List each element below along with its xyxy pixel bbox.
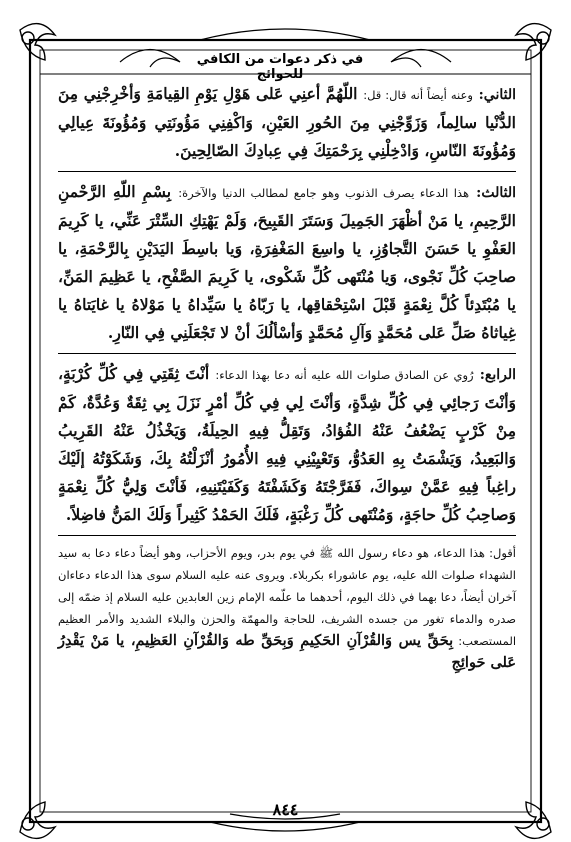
main-text [58,80,516,674]
paragraph-fourth [58,360,516,529]
supplication-text: أنْتَ ثِقَتِي فِي كُلِّ كُرْبَةٍ، وَأنْتَ رَجائِي فِي كُلِّ شِدَّةٍ، وَأنْتَ لِي فِي كُلِّ أمْرٍ نَزَلَ بِي ثِقَةٌ وَعُدَّةٌ، كَمْ مِنْ كَرْبٍ يَضْعُفُ عَنْهُ الفُؤادُ، وَتَقِلُّ فِيهِ الحِيلَةُ، وَيَخْذُلُ عَنْهُ القَرِيبُ وَالبَعِيدُ، وَيَشْمَتُ بِهِ العَدُوُّ، وَتَعْيِيْنِي فِيهِ الأُمُورُ أنْزَلْتُهُ بِكَ، وَشَكَوْتُهُ إلَيْكَ راغِباً فِيهِ عَمَّنْ سِواكَ، فَفَرَّجْتَهُ وَكَشَفْتَهُ وَكَفَيْتَنِيهِ، فَأنْتَ وَلِيُّ كُلِّ نِعْمَةٍ وَصاحِبُ كُلِّ حاجَةٍ، وَمُنْتَهى كُلِّ رَغْبَةٍ، فَلَكَ الحَمْدُ كَثِيراً وَلَكَ المَنُّ فاضِلاً. [58,364,516,524]
paragraph-lead: الثاني: [478,87,517,103]
paragraph-note: رُوي عن الصادق صلوات الله عليه أنه دعا بهذا الدعاء: [215,368,474,382]
commentary-supplication: بِحَقِّ يس وَالقُرْآنِ الحَكِيمِ وَبِحَقِّ طه وَالقُرْآنِ العَظِيمِ، يا مَنْ يَقْدِرُ عَلى حَوائِجِ [58,632,516,671]
divider [58,353,516,354]
paragraph-lead: الرابع: [479,367,517,383]
supplication-text: اللّهُمَّ أعنِي عَلى هَوْلِ يَوْمِ القِيامَةِ وَأخْرِجْنِي مِنَ الدُّنْيا سالِماً، وَزَوِّجْنِي مِنَ الحُورِ العَيْنِ، وَاكْفِنِي مَؤُونَتِي وَمُؤُونَةَ عِيالِي وَمُؤُونَةَ النّاسِ، وَادْخِلْنِي بِرَحْمَتِكَ فِي عِبادِكَ الصّالِحِينَ. [58,84,516,160]
paragraph-third [58,178,516,347]
supplication-text: بِسْمِ اللّهِ الرَّحْمنِ الرَّحِيمِ، يا مَنْ أظْهَرَ الجَمِيلَ وَسَتَرَ القَبِيحَ، وَلَمْ يَهْتِكِ السِّتْرَ عَنِّي، يا كَرِيمَ العَفْوِ يا حَسَنَ التَّجاوُزِ، يا واسِعَ المَغْفِرَةِ، وَيا باسِطَ اليَدَيْنِ بِالرَّحْمَةِ، يا صاحِبَ كُلِّ نَجْوى، وَيا مُنْتَهى كُلِّ شَكْوى، يا كَرِيمَ الصَّفْحِ، يا عَظِيمَ المَنِّ، يا مُبْتَدِئاً كُلَّ نِعْمَةٍ قَبْلَ اسْتِحْقاقِها، يا رَبّاهُ يا سَيِّداهُ يا مَوْلاهُ يا غايَتاهُ يا غِياثاهُ صَلِّ عَلى مُحَمَّدٍ وَآلِ مُحَمَّدٍ وَأسْألُكَ أنْ لا تَجْعَلَنِي فِي النّارِ. [58,182,516,342]
paragraph-lead: الثالث: [476,185,516,201]
paragraph-note: وعنه أيضاً أنه قال: قل: [363,88,473,102]
commentary-text: أقول: هذا الدعاء، هو دعاء رسول الله ﷺ في يوم بدر، ويوم الأحزاب، وهو أيضاً دعاء دعا به سيد الشهداء صلوات الله عليه، يوم عاشوراء بكربلاء. ويروى عنه عليه السلام سوى هذا الدعاء دعاءان آخران أيضاً، دعا بهما في ذلك اليوم، أحدهما ما علّمه الإمام زين العابدين عليه السلام إذ ضمّه إلى صدره والدماء تغور من جسده الشريف، للحاجة والمهمّة والحزن والبلاء الشديد والأمر العظيم المستصعب: [58,546,517,648]
divider [58,171,516,172]
divider [58,535,516,536]
running-header: في ذكر دعوات من الكافي للحوائج [196,52,364,82]
commentary [58,542,516,674]
paragraph-note: هذا الدعاء يصرف الذنوب وهو جامع لمطالب الدنيا والآخرة: [178,186,470,200]
paragraph-second [58,80,516,165]
page-number: ٨٤٤ [272,800,299,819]
